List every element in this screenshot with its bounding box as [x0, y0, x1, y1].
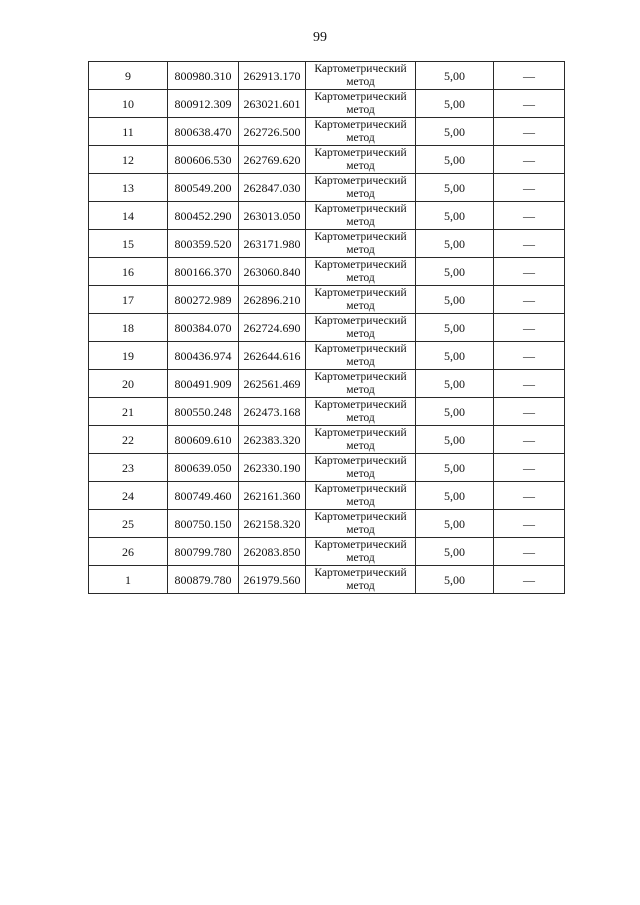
accuracy-cell: 5,00 [416, 426, 494, 454]
method-line-1: Картометрический [314, 399, 407, 411]
accuracy-cell: 5,00 [416, 482, 494, 510]
method-line-2: метод [346, 440, 375, 452]
extra-cell: — [494, 258, 565, 286]
y-coordinate-cell: 262161.360 [239, 482, 306, 510]
extra-cell: — [494, 426, 565, 454]
table-row [89, 510, 565, 538]
method-cell [306, 286, 416, 314]
accuracy-cell: 5,00 [416, 230, 494, 258]
accuracy-cell: 5,00 [416, 314, 494, 342]
point-number-cell: 23 [89, 454, 168, 482]
accuracy-cell: 5,00 [416, 258, 494, 286]
y-coordinate-cell: 262726.500 [239, 118, 306, 146]
accuracy-cell: 5,00 [416, 398, 494, 426]
x-coordinate-cell: 800879.780 [168, 566, 239, 594]
x-coordinate-cell: 800638.470 [168, 118, 239, 146]
extra-cell: — [494, 510, 565, 538]
x-coordinate-cell: 800272.989 [168, 286, 239, 314]
method-line-1: Картометрический [314, 539, 407, 551]
extra-cell: — [494, 482, 565, 510]
accuracy-cell: 5,00 [416, 566, 494, 594]
y-coordinate-cell: 263171.980 [239, 230, 306, 258]
x-coordinate-cell: 800359.520 [168, 230, 239, 258]
table-row [89, 230, 565, 258]
coordinates-table-body [89, 62, 565, 594]
method-line-1: Картометрический [314, 427, 407, 439]
method-line-1: Картометрический [314, 63, 407, 75]
point-number-cell: 10 [89, 90, 168, 118]
point-number-cell: 17 [89, 286, 168, 314]
x-coordinate-cell: 800550.248 [168, 398, 239, 426]
point-number-cell: 16 [89, 258, 168, 286]
method-line-1: Картометрический [314, 231, 407, 243]
method-line-2: метод [346, 188, 375, 200]
point-number-cell: 20 [89, 370, 168, 398]
method-line-1: Картометрический [314, 175, 407, 187]
method-line-2: метод [346, 244, 375, 256]
method-line-1: Картометрический [314, 455, 407, 467]
table-row [89, 314, 565, 342]
method-cell [306, 146, 416, 174]
method-line-2: метод [346, 496, 375, 508]
point-number-cell: 11 [89, 118, 168, 146]
method-line-1: Картометрический [314, 287, 407, 299]
accuracy-cell: 5,00 [416, 62, 494, 90]
table-row [89, 202, 565, 230]
accuracy-cell: 5,00 [416, 454, 494, 482]
method-line-2: метод [346, 384, 375, 396]
method-line-2: метод [346, 552, 375, 564]
method-line-2: метод [346, 300, 375, 312]
extra-cell: — [494, 202, 565, 230]
method-line-1: Картометрический [314, 343, 407, 355]
x-coordinate-cell: 800609.610 [168, 426, 239, 454]
y-coordinate-cell: 262769.620 [239, 146, 306, 174]
extra-cell: — [494, 62, 565, 90]
x-coordinate-cell: 800799.780 [168, 538, 239, 566]
point-number-cell: 24 [89, 482, 168, 510]
accuracy-cell: 5,00 [416, 174, 494, 202]
accuracy-cell: 5,00 [416, 510, 494, 538]
point-number-cell: 18 [89, 314, 168, 342]
accuracy-cell: 5,00 [416, 538, 494, 566]
method-cell [306, 426, 416, 454]
table-row [89, 342, 565, 370]
method-line-2: метод [346, 356, 375, 368]
method-line-2: метод [346, 160, 375, 172]
method-line-1: Картометрический [314, 91, 407, 103]
extra-cell: — [494, 454, 565, 482]
point-number-cell: 1 [89, 566, 168, 594]
table-row [89, 538, 565, 566]
x-coordinate-cell: 800749.460 [168, 482, 239, 510]
coordinates-table [88, 61, 565, 594]
x-coordinate-cell: 800452.290 [168, 202, 239, 230]
y-coordinate-cell: 262644.616 [239, 342, 306, 370]
method-cell [306, 398, 416, 426]
extra-cell: — [494, 118, 565, 146]
table-row [89, 146, 565, 174]
method-line-1: Картометрический [314, 203, 407, 215]
y-coordinate-cell: 262561.469 [239, 370, 306, 398]
method-cell [306, 538, 416, 566]
point-number-cell: 26 [89, 538, 168, 566]
method-line-2: метод [346, 216, 375, 228]
y-coordinate-cell: 262383.320 [239, 426, 306, 454]
point-number-cell: 15 [89, 230, 168, 258]
y-coordinate-cell: 262083.850 [239, 538, 306, 566]
x-coordinate-cell: 800980.310 [168, 62, 239, 90]
table-row [89, 426, 565, 454]
method-cell [306, 454, 416, 482]
x-coordinate-cell: 800166.370 [168, 258, 239, 286]
y-coordinate-cell: 262847.030 [239, 174, 306, 202]
extra-cell: — [494, 538, 565, 566]
point-number-cell: 19 [89, 342, 168, 370]
method-line-1: Картометрический [314, 483, 407, 495]
table-row [89, 62, 565, 90]
table-row [89, 398, 565, 426]
method-line-2: метод [346, 468, 375, 480]
table-row [89, 258, 565, 286]
method-cell [306, 90, 416, 118]
extra-cell: — [494, 566, 565, 594]
x-coordinate-cell: 800912.309 [168, 90, 239, 118]
point-number-cell: 25 [89, 510, 168, 538]
point-number-cell: 12 [89, 146, 168, 174]
x-coordinate-cell: 800491.909 [168, 370, 239, 398]
accuracy-cell: 5,00 [416, 202, 494, 230]
accuracy-cell: 5,00 [416, 118, 494, 146]
method-line-2: метод [346, 272, 375, 284]
accuracy-cell: 5,00 [416, 146, 494, 174]
method-line-1: Картометрический [314, 119, 407, 131]
method-line-2: метод [346, 412, 375, 424]
method-line-2: метод [346, 132, 375, 144]
x-coordinate-cell: 800750.150 [168, 510, 239, 538]
method-line-1: Картометрический [314, 371, 407, 383]
x-coordinate-cell: 800606.530 [168, 146, 239, 174]
method-line-2: метод [346, 580, 375, 592]
method-cell [306, 118, 416, 146]
y-coordinate-cell: 262330.190 [239, 454, 306, 482]
extra-cell: — [494, 230, 565, 258]
table-row [89, 370, 565, 398]
table-row [89, 286, 565, 314]
extra-cell: — [494, 286, 565, 314]
point-number-cell: 14 [89, 202, 168, 230]
accuracy-cell: 5,00 [416, 286, 494, 314]
y-coordinate-cell: 262913.170 [239, 62, 306, 90]
table-row [89, 118, 565, 146]
page-number: 99 [313, 30, 327, 45]
x-coordinate-cell: 800436.974 [168, 342, 239, 370]
method-line-1: Картометрический [314, 511, 407, 523]
y-coordinate-cell: 262896.210 [239, 286, 306, 314]
point-number-cell: 13 [89, 174, 168, 202]
y-coordinate-cell: 263060.840 [239, 258, 306, 286]
method-cell [306, 174, 416, 202]
accuracy-cell: 5,00 [416, 90, 494, 118]
y-coordinate-cell: 262724.690 [239, 314, 306, 342]
y-coordinate-cell: 262473.168 [239, 398, 306, 426]
method-line-1: Картометрический [314, 147, 407, 159]
method-cell [306, 370, 416, 398]
table-row [89, 454, 565, 482]
point-number-cell: 9 [89, 62, 168, 90]
table-row [89, 566, 565, 594]
point-number-cell: 21 [89, 398, 168, 426]
accuracy-cell: 5,00 [416, 370, 494, 398]
x-coordinate-cell: 800639.050 [168, 454, 239, 482]
extra-cell: — [494, 398, 565, 426]
method-line-1: Картометрический [314, 259, 407, 271]
method-cell [306, 342, 416, 370]
method-cell [306, 314, 416, 342]
extra-cell: — [494, 342, 565, 370]
method-line-1: Картометрический [314, 315, 407, 327]
y-coordinate-cell: 262158.320 [239, 510, 306, 538]
extra-cell: — [494, 370, 565, 398]
y-coordinate-cell: 263021.601 [239, 90, 306, 118]
method-cell [306, 510, 416, 538]
extra-cell: — [494, 146, 565, 174]
method-line-1: Картометрический [314, 567, 407, 579]
method-cell [306, 62, 416, 90]
method-line-2: метод [346, 104, 375, 116]
table-row [89, 482, 565, 510]
extra-cell: — [494, 174, 565, 202]
method-line-2: метод [346, 328, 375, 340]
accuracy-cell: 5,00 [416, 342, 494, 370]
x-coordinate-cell: 800384.070 [168, 314, 239, 342]
method-cell [306, 566, 416, 594]
point-number-cell: 22 [89, 426, 168, 454]
extra-cell: — [494, 90, 565, 118]
method-line-2: метод [346, 76, 375, 88]
method-cell [306, 258, 416, 286]
table-row [89, 90, 565, 118]
y-coordinate-cell: 261979.560 [239, 566, 306, 594]
y-coordinate-cell: 263013.050 [239, 202, 306, 230]
method-cell [306, 482, 416, 510]
method-line-2: метод [346, 524, 375, 536]
x-coordinate-cell: 800549.200 [168, 174, 239, 202]
table-row [89, 174, 565, 202]
method-cell [306, 202, 416, 230]
extra-cell: — [494, 314, 565, 342]
method-cell [306, 230, 416, 258]
